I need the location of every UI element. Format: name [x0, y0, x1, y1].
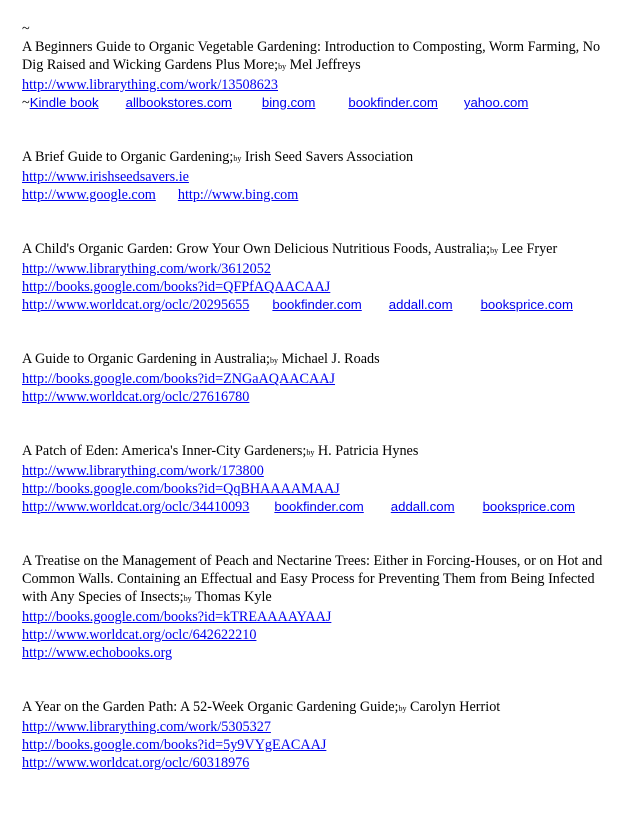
tilde-prefix: ~	[22, 95, 30, 111]
book-entry	[22, 38, 618, 112]
book-title-line	[22, 698, 618, 718]
book-link[interactable]: http://www.worldcat.org/oclc/60318976	[22, 755, 250, 771]
book-title-line	[22, 38, 618, 76]
booksprice-link[interactable]: booksprice.com	[480, 297, 573, 312]
by-label: by	[278, 62, 287, 71]
extra-links-row	[22, 94, 618, 112]
book-link[interactable]: http://www.echobooks.org	[22, 645, 173, 661]
by-label: by	[183, 594, 192, 603]
book-author: Carolyn Herriot	[410, 699, 501, 715]
book-title-line	[22, 442, 618, 462]
book-link[interactable]: http://books.google.com/books?id=QFPfAQAACAAJ	[22, 279, 331, 295]
book-title-line	[22, 240, 618, 260]
bookfinder-link[interactable]: bookfinder.com	[272, 297, 362, 312]
book-link[interactable]: http://www.worldcat.org/oclc/27616780	[22, 389, 250, 405]
book-author: Mel Jeffreys	[289, 57, 361, 73]
book-author: Thomas Kyle	[194, 589, 272, 605]
booksprice-link[interactable]: booksprice.com	[482, 499, 575, 514]
book-title: A Treatise on the Management of Peach and Nectarine Trees: Either in Forcing-Houses, or on Hot and Common Walls. Containing an Effectual and Easy Process for Preventing Them from Being Infected with Any Species of Insects;	[22, 553, 603, 605]
addall-link[interactable]: addall.com	[390, 499, 455, 514]
allbookstores-link[interactable]: allbookstores.com	[125, 95, 232, 110]
by-label: by	[269, 356, 278, 365]
by-label: by	[490, 246, 499, 255]
book-entry	[22, 552, 618, 662]
book-title: A Beginners Guide to Organic Vegetable Gardening: Introduction to Composting, Worm Farming, No Dig Raised and Wicking Gardens Plus More;	[22, 39, 601, 73]
bing-link[interactable]: http://www.bing.com	[177, 187, 299, 203]
worldcat-link[interactable]: http://www.worldcat.org/oclc/20295655	[22, 297, 250, 313]
book-author: Michael J. Roads	[281, 351, 380, 367]
document-body	[22, 20, 618, 808]
book-link[interactable]: http://www.librarything.com/work/3612052	[22, 261, 271, 277]
book-entry	[22, 350, 618, 406]
book-link[interactable]: http://www.librarything.com/work/13508623	[22, 77, 279, 93]
book-title: A Child's Organic Garden: Grow Your Own Delicious Nutritious Foods, Australia;	[22, 241, 491, 257]
book-link[interactable]: http://www.librarything.com/work/173800	[22, 463, 264, 479]
book-link[interactable]: http://books.google.com/books?id=QqBHAAAAMAAJ	[22, 481, 340, 497]
bing-link[interactable]: bing.com	[261, 95, 316, 110]
bookfinder-link[interactable]: bookfinder.com	[274, 499, 364, 514]
book-link[interactable]: http://www.librarything.com/work/5305327	[22, 719, 271, 735]
book-title: A Brief Guide to Organic Gardening;	[22, 149, 234, 165]
kindle-book-link[interactable]: Kindle book	[29, 95, 99, 110]
book-entry	[22, 442, 618, 516]
book-entry	[22, 240, 618, 314]
book-title: A Patch of Eden: America's Inner-City Gardeners;	[22, 443, 307, 459]
by-label: by	[233, 154, 242, 163]
book-entry	[22, 698, 618, 772]
book-title-line	[22, 552, 618, 608]
book-link[interactable]: http://www.irishseedsavers.ie	[22, 169, 189, 185]
book-author: H. Patricia Hynes	[317, 443, 419, 459]
google-link[interactable]: http://www.google.com	[22, 187, 156, 203]
top-tilde: ~	[22, 21, 30, 37]
book-link[interactable]: http://www.worldcat.org/oclc/642622210	[22, 627, 257, 643]
book-author: Irish Seed Savers Association	[244, 149, 414, 165]
book-link[interactable]: http://books.google.com/books?id=ZNGaAQAACAAJ	[22, 371, 336, 387]
by-label: by	[306, 448, 315, 457]
by-label: by	[398, 704, 407, 713]
bookfinder-link[interactable]: bookfinder.com	[348, 95, 438, 110]
book-title: A Guide to Organic Gardening in Australia;	[22, 351, 270, 367]
book-author: Lee Fryer	[501, 241, 558, 257]
yahoo-link[interactable]: yahoo.com	[463, 95, 529, 110]
book-title: A Year on the Garden Path: A 52-Week Organic Gardening Guide;	[22, 699, 399, 715]
book-link[interactable]: http://books.google.com/books?id=kTREAAAAYAAJ	[22, 609, 332, 625]
book-link[interactable]: http://books.google.com/books?id=5y9VYgEACAAJ	[22, 737, 327, 753]
worldcat-link[interactable]: http://www.worldcat.org/oclc/34410093	[22, 499, 250, 515]
book-title-line	[22, 148, 618, 168]
addall-link[interactable]: addall.com	[388, 297, 453, 312]
book-title-line	[22, 350, 618, 370]
book-entry	[22, 148, 618, 204]
